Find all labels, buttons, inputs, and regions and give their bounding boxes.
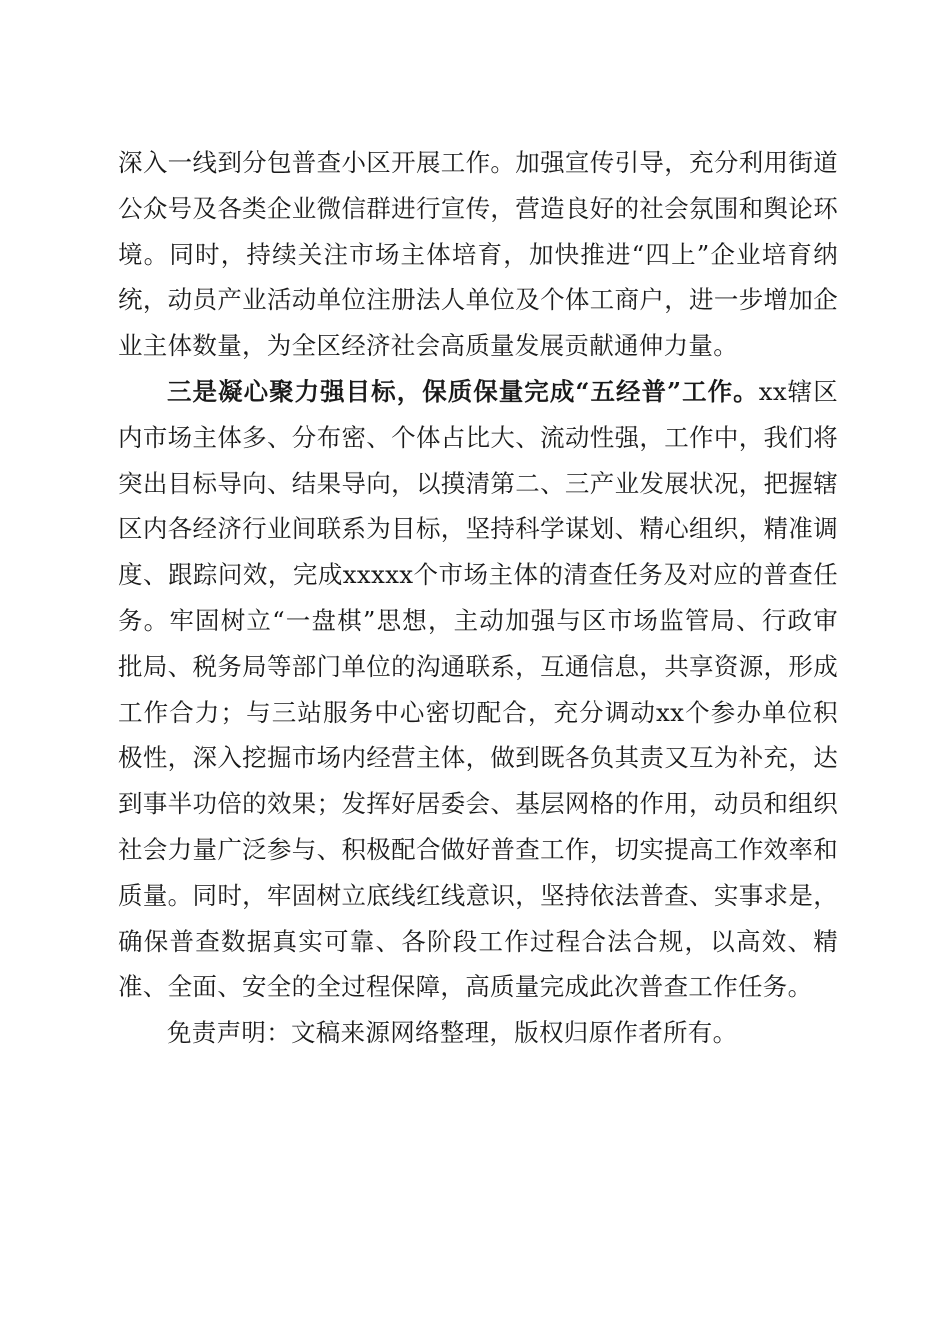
document-body — [118, 140, 838, 1056]
disclaimer-text: 免责声明：文稿来源网络整理，版权归原作者所有。 — [167, 1018, 738, 1048]
paragraph-goal-three-body: xx辖区内市场主体多、分布密、个体占比大、流动性强，工作中，我们将突出目标导向、结果导向，以摸清第二、三产业发展状况，把握辖区内各经济行业间联系为目标，坚持科学谋划、精心组织，精准调度、跟踪问效，完成xxxxx个市场主体的清查任务及对应的普查任务。牢固树立“一盘棋”思想，主动加强与区市场监管局、行政审批局、税务局等部门单位的沟通联系，互通信息，共享资源，形成工作合力；与三站服务中心密切配合，充分调动xx个参办单位积极性，深入挖掘市场内经营主体，做到既各负其责又互为补充，达到事半功倍的效果；发挥好居委会、基层网格的作用，动员和组织社会力量广泛参与、积极配合做好普查工作，切实提高工作效率和质量。同时，牢固树立底线红线意识，坚持依法普查、实事求是，确保普查数据真实可靠、各阶段工作过程合法合规，以高效、精准、全面、安全的全过程保障，高质量完成此次普查工作任务。 — [118, 376, 838, 1002]
paragraph-continuation: 深入一线到分包普查小区开展工作。加强宣传引导，充分利用街道公众号及各类企业微信群进行宣传，营造良好的社会氛围和舆论环境。同时，持续关注市场主体培育，加快推进“四上”企业培育纳统，动员产业活动单位注册法人单位及个体工商户，进一步增加企业主体数量，为全区经济社会高质量发展贡献通伸力量。 — [118, 148, 838, 361]
paragraph-goal-three — [118, 369, 838, 1010]
paragraph-lead-heading: 三是凝心聚力强目标，保质保量完成“五经普”工作。 — [167, 376, 759, 406]
